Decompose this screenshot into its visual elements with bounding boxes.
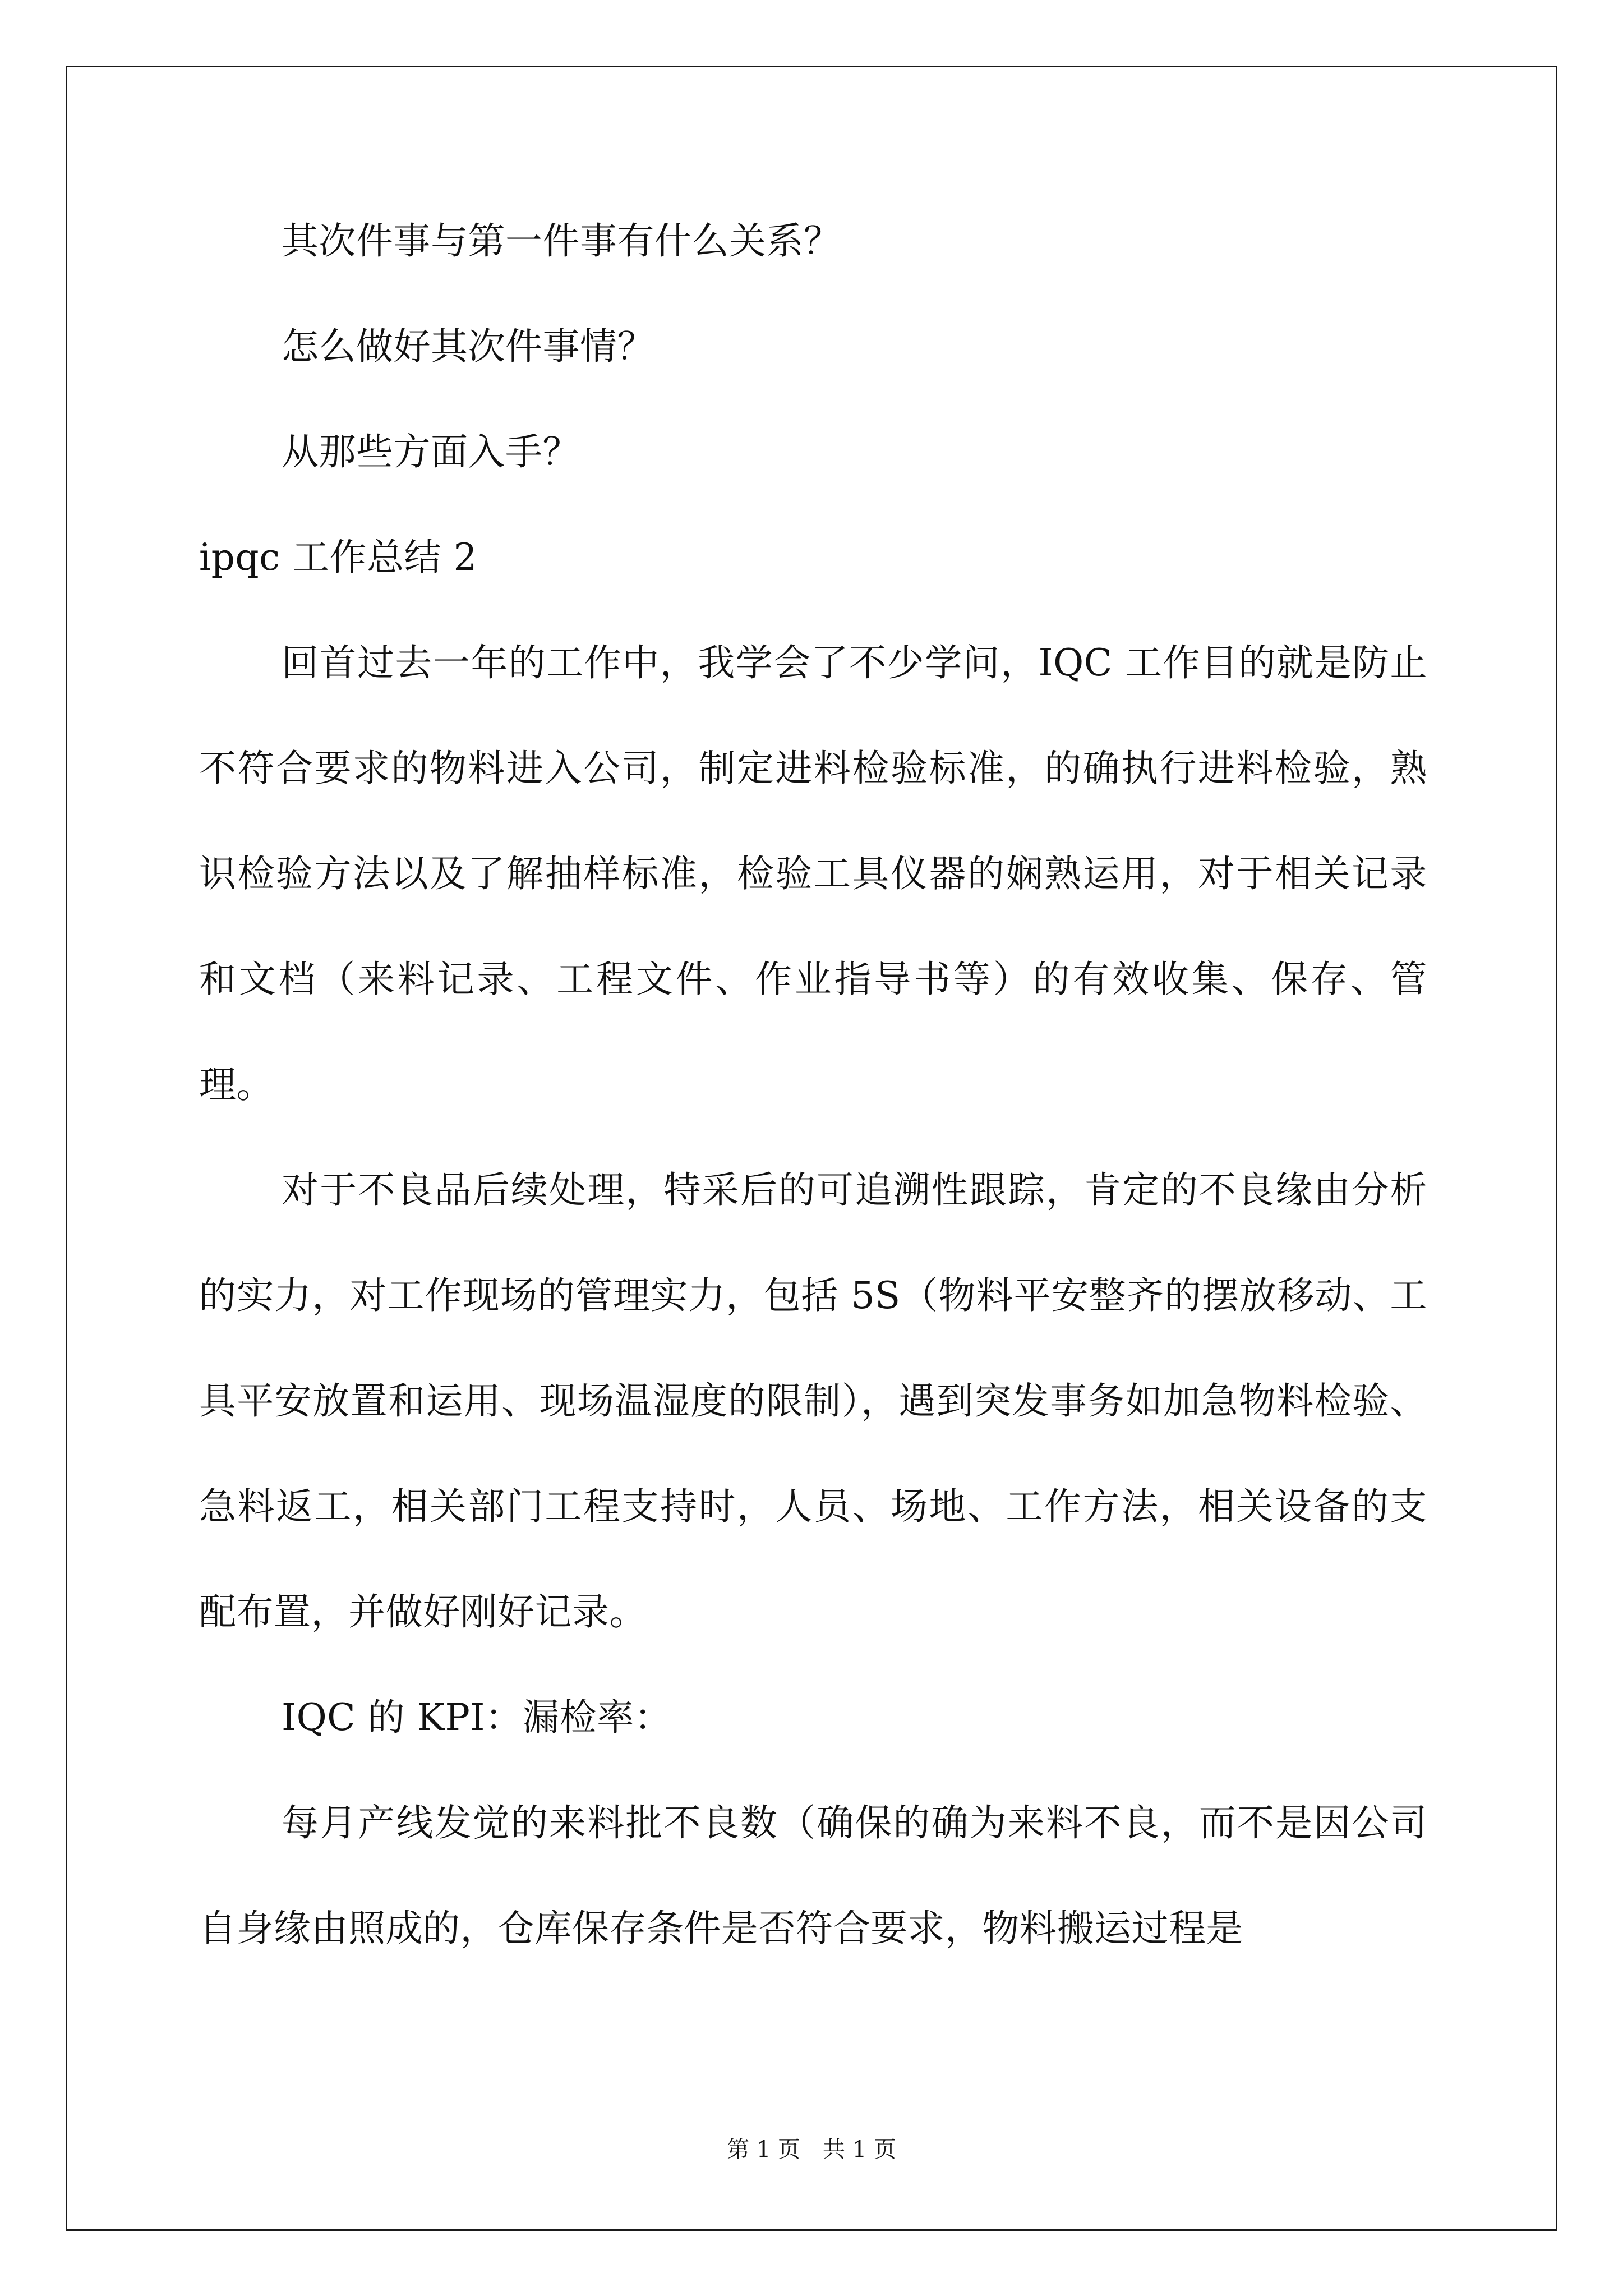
question-line-1: 其次件事与第一件事有什么关系？ <box>282 219 841 263</box>
section-heading: ipqc 工作总结 2 <box>199 536 478 579</box>
question-line-3: 从那些方面入手？ <box>282 430 580 473</box>
paragraph-3: 每月产线发觉的来料批不良数（确保的确为来料不良，而不是因公司自身缘由照成的，仓库保存条件是否符合要求，物料搬运过程是 <box>199 1801 1427 1950</box>
kpi-line: IQC 的 KPI：漏检率： <box>282 1696 672 1739</box>
paragraph-2: 对于不良品后续处理，特采后的可追溯性跟踪，肯定的不良缘由分析的实力，对工作现场的管理实力，包括 5S（物料平安整齐的摆放移动、工具平安放置和运用、现场温湿度的限制），遇到突发事务如加急物料检验、急料返工，相关部门工程支持时，人员、场地、工作方法，相关设备的支配布置，并做好刚好记录。 <box>199 1168 1427 1634</box>
paragraph-1: 回首过去一年的工作中，我学会了不少学问，IQC 工作目的就是防止不符合要求的物料进入公司，制定进料检验标准，的确执行进料检验，熟识检验方法以及了解抽样标准，检验工具仪器的娴熟运用，对于相关记录和文档（来料记录、工程文件、作业指导书等）的有效收集、保存、管理。 <box>199 641 1427 1106</box>
document-body <box>199 219 1427 1981</box>
page-footer: 第 1 页 共 1 页 <box>727 2137 896 2162</box>
question-line-2: 怎么做好其次件事情？ <box>282 325 654 368</box>
